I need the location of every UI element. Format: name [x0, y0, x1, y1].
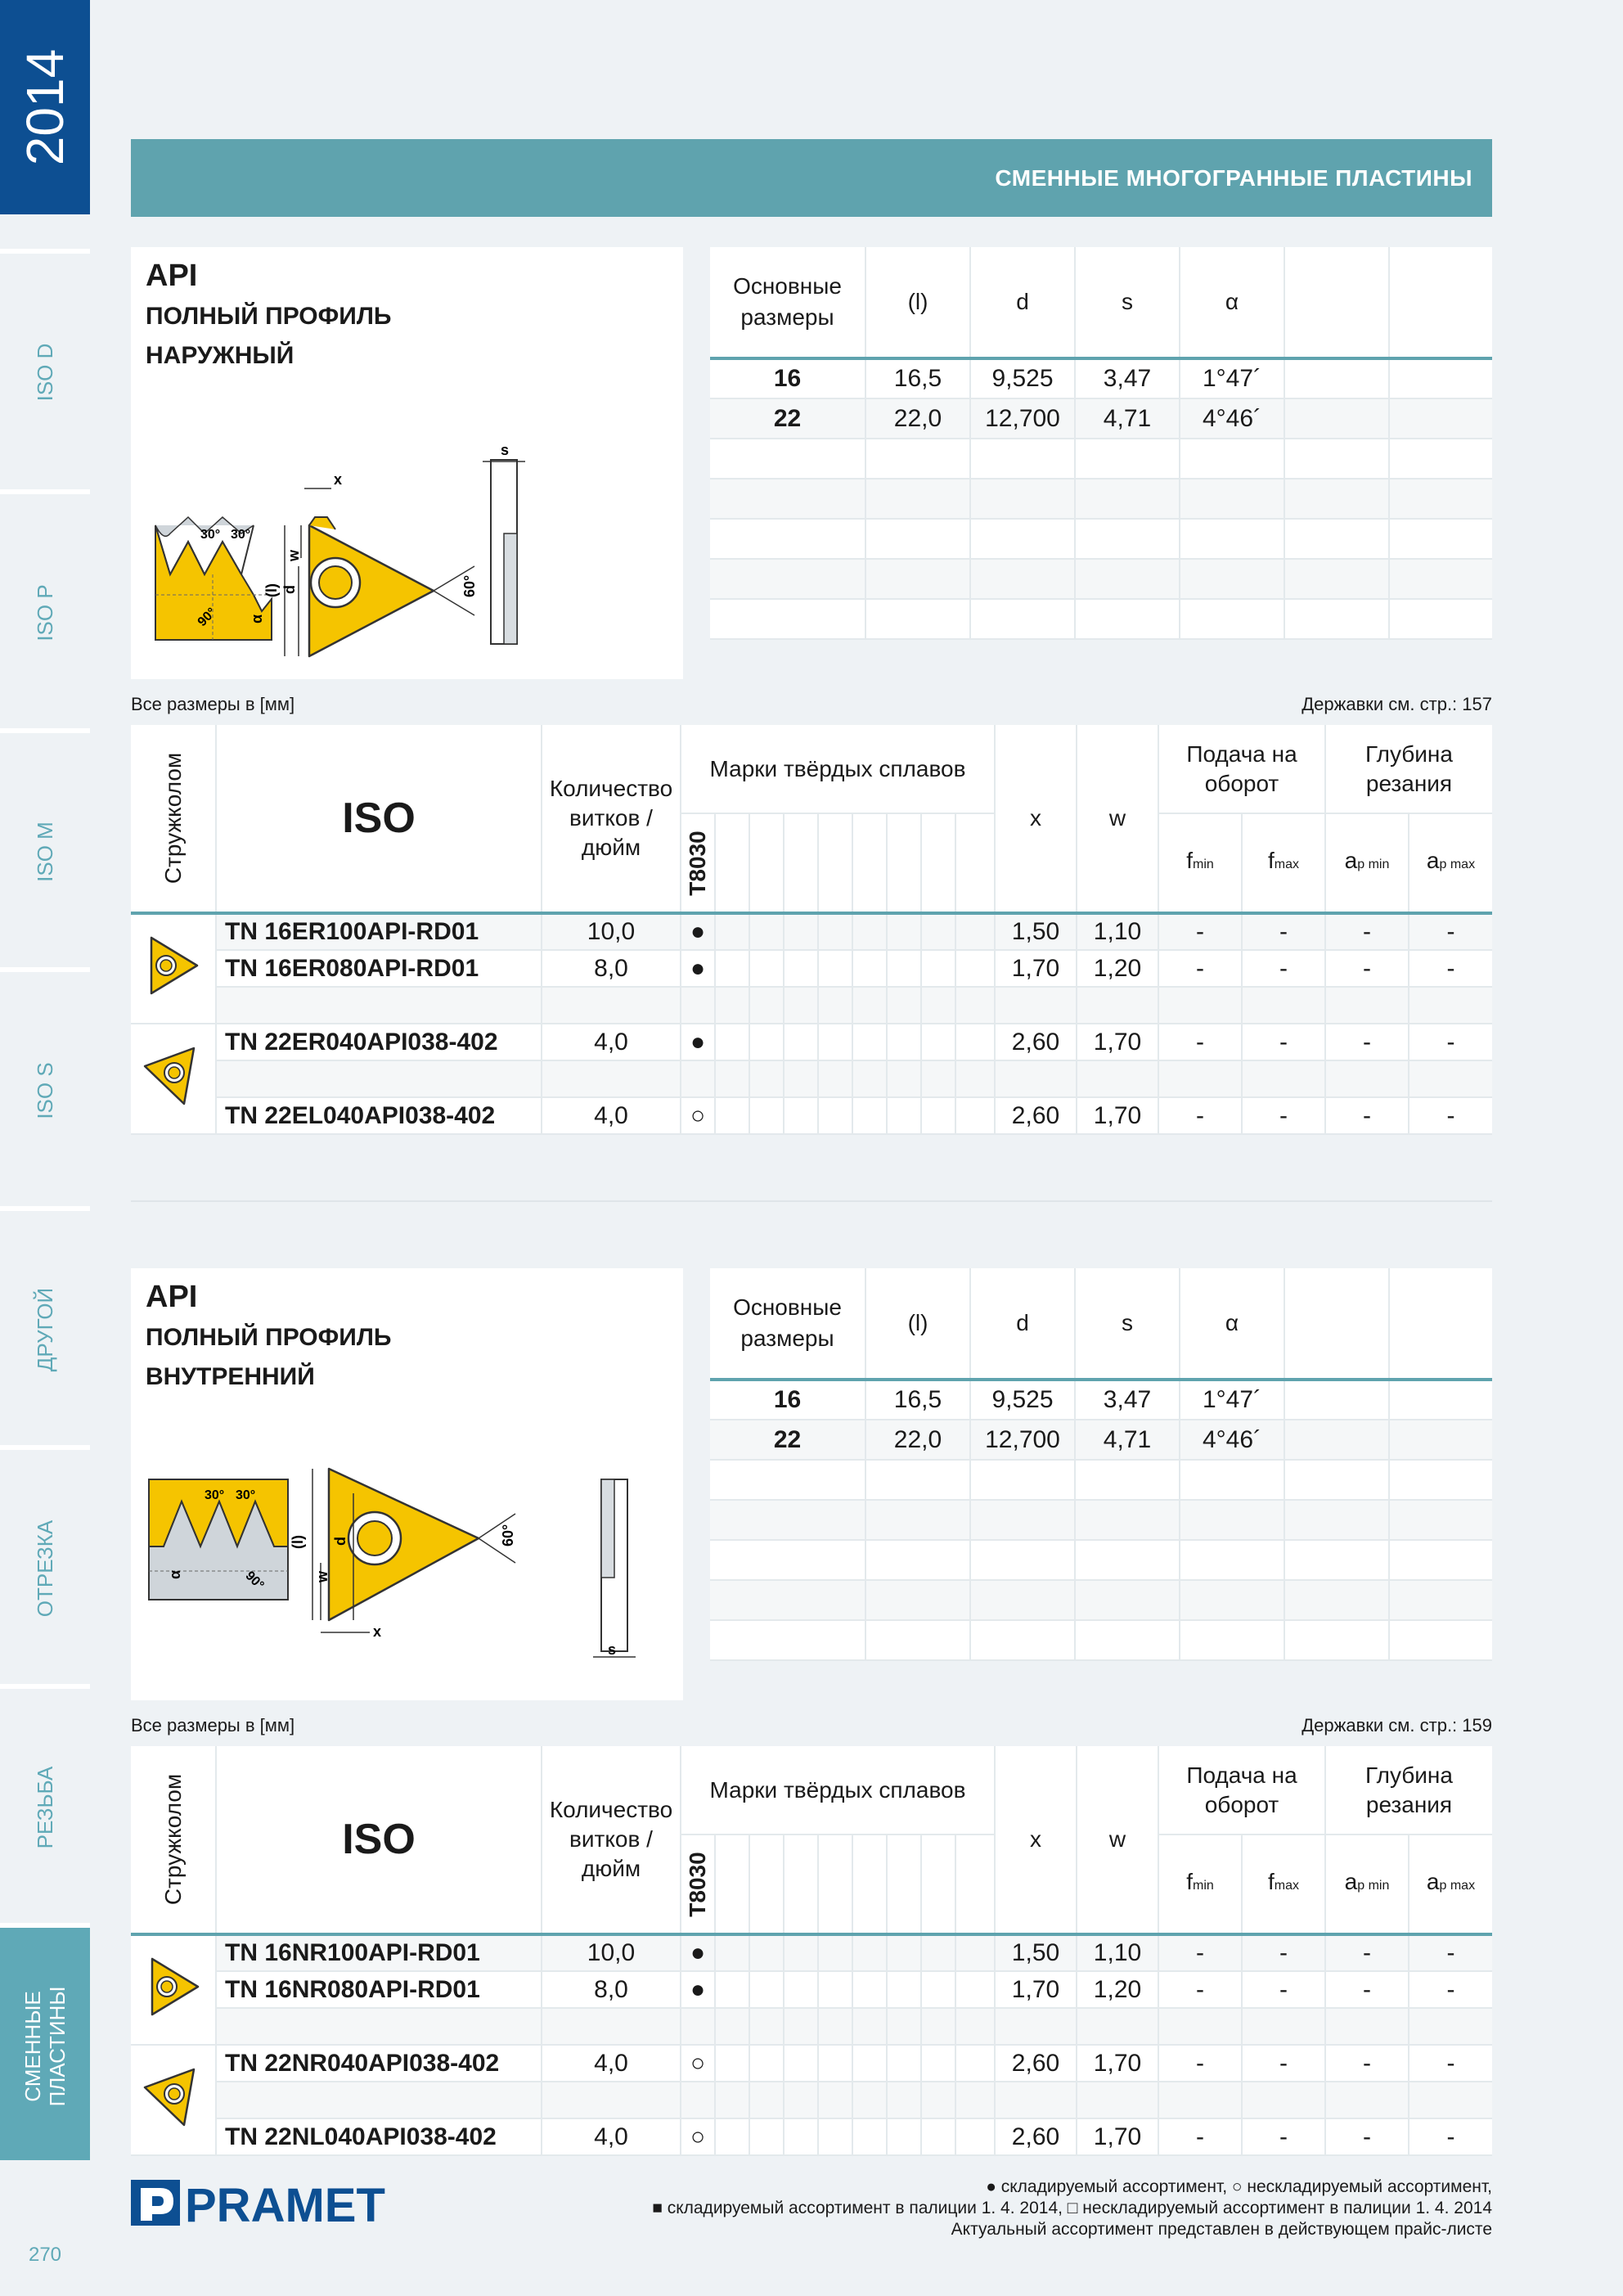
apmax-header: ap max [1409, 1835, 1492, 1934]
x-header: x [995, 725, 1077, 913]
sidebar [0, 0, 90, 2296]
section-2-info-panel [131, 1268, 683, 1700]
sidebar-item-other[interactable] [0, 1206, 90, 1443]
section-2-dimension-table [710, 1268, 1492, 1661]
header-banner [131, 139, 1492, 217]
sidebar-item-label: ОТРЕЗКА [33, 1519, 57, 1618]
section-subtitle: ПОЛНЫЙ ПРОФИЛЬ [146, 303, 392, 330]
sidebar-item-label: СМЕННЫЕ ПЛАСТИНЫ [20, 1986, 70, 2107]
sidebar-item-label: ДРУГОЙ [33, 1287, 57, 1372]
dim-row: 16 16,5 9,525 3,47 1°47´ [710, 358, 1492, 398]
dim-header: d [970, 247, 1075, 358]
dim-row: 22 22,0 12,700 4,71 4°46´ [710, 398, 1492, 439]
table-row: TN 22EL040API038-402 4,0 ○ 2,60 1,70 - - - - [131, 1097, 1492, 1134]
svg-text:90°: 90° [242, 1569, 267, 1593]
svg-text:90°: 90° [195, 605, 219, 630]
fmin-header: fmin [1158, 1835, 1242, 1934]
threads-header: Количество витков / дюйм [542, 1746, 681, 1934]
dim-header: d [970, 1268, 1075, 1380]
dim-row: 22 22,0 12,700 4,71 4°46´ [710, 1420, 1492, 1460]
svg-text:30°: 30° [205, 1488, 225, 1502]
pramet-logo [131, 2177, 401, 2233]
chipbreaker-header: Стружколом [131, 725, 216, 913]
holders-note: Державки см. стр.: 159 [1302, 1715, 1492, 1736]
section-subtitle: ВНУТРЕННИЙ [146, 1363, 315, 1390]
section-2-insert-table [131, 1746, 1492, 2156]
svg-text:x: x [373, 1623, 382, 1640]
dim-header [1389, 247, 1492, 358]
svg-text:d: d [332, 1537, 348, 1546]
svg-text:d: d [281, 585, 298, 594]
svg-text:30°: 30° [200, 528, 221, 542]
sidebar-item-iso-p[interactable] [0, 489, 90, 727]
svg-text:s: s [501, 442, 510, 458]
internal-thread-diagram [131, 1268, 683, 1700]
dim-header: Основные размеры [710, 1268, 865, 1380]
depth-header: Глубина резания [1365, 741, 1453, 796]
dim-row: 16 16,5 9,525 3,47 1°47´ [710, 1380, 1492, 1420]
svg-text:x: x [334, 471, 343, 488]
dim-header: s [1075, 1268, 1180, 1380]
svg-text:PRAMET: PRAMET [185, 2179, 385, 2229]
grades-header: Марки твёрдых сплавов [681, 725, 995, 813]
table-row: TN 16NR080API-RD01 8,0 ● 1,70 1,20 - - - - [131, 1971, 1492, 2008]
fmin-header: fmin [1158, 813, 1242, 913]
table-row: TN 16NR100API-RD01 10,0 ● 1,50 1,10 - - - - [131, 1934, 1492, 1971]
chipbreaker-header: Стружколом [131, 1746, 216, 1934]
feed-header: Подача на оборот [1158, 1746, 1325, 1835]
legend-line: ● складируемый ассортимент, ○ нескладируемый ассортимент, [986, 2177, 1492, 2196]
threads-header: Количество витков / дюйм [542, 725, 681, 913]
external-thread-diagram [131, 247, 683, 679]
units-note: Все размеры в [мм] [131, 1715, 295, 1736]
fmax-header: fmax [1242, 813, 1325, 913]
depth-header: Глубина резания [1365, 1762, 1453, 1817]
iso-header: ISO [216, 1746, 542, 1934]
sidebar-item-parting[interactable] [0, 1445, 90, 1682]
iso-header: ISO [216, 725, 542, 913]
svg-text:60°: 60° [500, 1524, 516, 1546]
svg-text:w: w [285, 549, 302, 561]
section-subtitle: ПОЛНЫЙ ПРОФИЛЬ [146, 1324, 392, 1351]
insert-icon [131, 1024, 216, 1134]
section-subtitle: НАРУЖНЫЙ [146, 342, 294, 369]
table-row: TN 22NL040API038-402 4,0 ○ 2,60 1,70 - - - - [131, 2118, 1492, 2155]
dim-header: α [1180, 1268, 1284, 1380]
table-row: TN 22NR040API038-402 4,0 ○ 2,60 1,70 - - - - [131, 2045, 1492, 2082]
svg-text:30°: 30° [236, 1488, 256, 1502]
svg-text:s: s [608, 1641, 617, 1658]
dim-header [1389, 1268, 1492, 1380]
section-1-dimension-table [710, 247, 1492, 640]
page-number: 270 [28, 2244, 62, 2266]
feed-header: Подача на оборот [1158, 725, 1325, 813]
apmin-header: ap min [1325, 1835, 1409, 1934]
svg-text:(l): (l) [263, 583, 280, 597]
sidebar-item-threading[interactable] [0, 1684, 90, 1921]
dim-header: (l) [865, 1268, 970, 1380]
section-1-insert-table [131, 725, 1492, 1135]
svg-text:α: α [167, 1569, 183, 1579]
legend [652, 2177, 1492, 2240]
w-header: w [1077, 725, 1158, 913]
apmin-header: ap min [1325, 813, 1409, 913]
sidebar-item-label: ISO P [33, 584, 57, 642]
table-row: TN 16ER080API-RD01 8,0 ● 1,70 1,20 - - - - [131, 950, 1492, 987]
section-title: API [146, 1280, 198, 1314]
year-label: 2014 [16, 48, 74, 166]
insert-icon [131, 2045, 216, 2155]
grade-header: T8030 [681, 813, 715, 913]
svg-text:60°: 60° [461, 574, 478, 597]
grades-header: Марки твёрдых сплавов [681, 1746, 995, 1835]
insert-icon [131, 1934, 216, 2045]
svg-text:w: w [314, 1570, 330, 1582]
units-note: Все размеры в [мм] [131, 694, 295, 714]
sidebar-item-label: РЕЗЬБА [33, 1766, 57, 1849]
table-row: TN 22ER040API038-402 4,0 ● 2,60 1,70 - - - - [131, 1024, 1492, 1060]
year-tab [0, 0, 90, 214]
sidebar-item-iso-s[interactable] [0, 967, 90, 1204]
dim-header: (l) [865, 247, 970, 358]
w-header: w [1077, 1746, 1158, 1934]
sidebar-item-label: ISO S [33, 1062, 57, 1119]
dim-header: s [1075, 247, 1180, 358]
section-1-info-panel [131, 247, 683, 679]
dim-header: Основные размеры [710, 247, 865, 358]
x-header: x [995, 1746, 1077, 1934]
dim-header [1284, 247, 1389, 358]
svg-text:(l): (l) [290, 1535, 306, 1549]
apmax-header: ap max [1409, 813, 1492, 913]
section-title: API [146, 259, 198, 293]
dim-header [1284, 1268, 1389, 1380]
fmax-header: fmax [1242, 1835, 1325, 1934]
table-row: TN 16ER100API-RD01 10,0 ● 1,50 1,10 - - - - [131, 913, 1492, 950]
section-divider [131, 1200, 1492, 1202]
page-title: СМЕННЫЕ МНОГОГРАННЫЕ ПЛАСТИНЫ [995, 164, 1472, 191]
sidebar-item-inserts[interactable] [0, 1923, 90, 2160]
legend-line: ■ складируемый ассортимент в палиции 1. 4. 2014, □ нескладируемый ассортимент в палиции 1. 4. 2014 [652, 2199, 1492, 2217]
sidebar-item-label: ISO M [33, 822, 57, 882]
sidebar-item-label: ISO D [33, 343, 57, 402]
insert-icon [131, 913, 216, 1024]
dim-header: α [1180, 247, 1284, 358]
legend-line: Актуальный ассортимент представлен в действующем прайс-листе [951, 2220, 1492, 2239]
grade-header: T8030 [681, 1835, 715, 1934]
svg-text:α: α [249, 614, 265, 624]
holders-note: Державки см. стр.: 157 [1302, 694, 1492, 714]
sidebar-item-iso-d[interactable] [0, 249, 90, 486]
sidebar-item-iso-m[interactable] [0, 728, 90, 966]
svg-text:30°: 30° [231, 528, 251, 542]
